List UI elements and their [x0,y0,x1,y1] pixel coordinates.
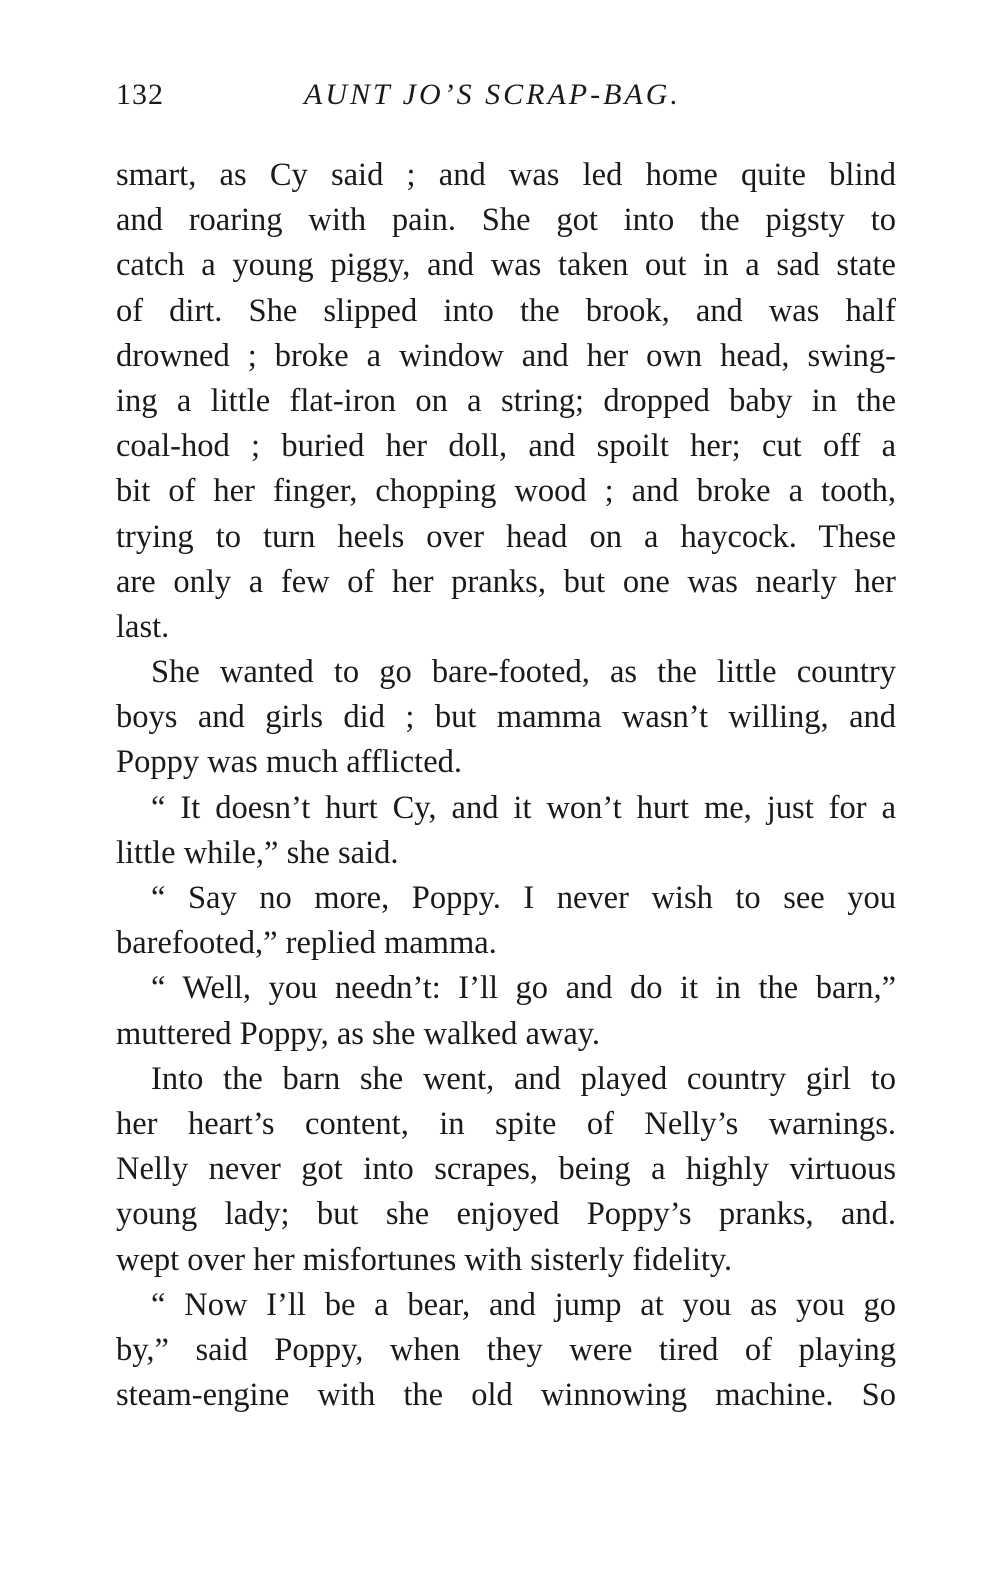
text-line: coal-hod ; buried her doll, and spoilt her; cut off a [116,428,896,465]
text-line: muttered Poppy, as she walked away. [116,1015,601,1052]
text-line: ing a little flat-iron on a string; dropped baby in the [116,382,896,419]
text-line: young lady; but she enjoyed Poppy’s pranks, and. [116,1196,896,1233]
text-line: of dirt. She slipped into the brook, and was half [116,292,896,329]
text-line: little while,” she said. [116,834,399,871]
text-line: drowned ; broke a window and her own head, swing- [116,337,896,374]
text-line: and roaring with pain. She got into the pigsty to [116,202,896,239]
text-line: boys and girls did ; but mamma wasn’t willing, and [116,699,896,736]
text-line: bit of her finger, chopping wood ; and broke a tooth, [116,473,896,510]
text-line: smart, as Cy said ; and was led home quite blind [116,157,896,193]
text-line: “ Now I’ll be a bear, and jump at you as you go [151,1286,896,1323]
page-number: 132 [116,78,164,111]
text-line: are only a few of her pranks, but one was nearly her [116,563,896,600]
text-line: last. [116,608,170,645]
text-line: “ Say no more, Poppy. I never wish to see you [151,880,896,916]
text-line: catch a young piggy, and was taken out in a sad state [116,247,896,284]
text-line: Into the barn she went, and played country girl to [151,1060,896,1097]
text-line: She wanted to go bare-footed, as the little country [151,654,896,691]
text-line: “ Well, you needn’t: I’ll go and do it in the barn,” [151,970,896,1007]
text-line: her heart’s content, in spite of Nelly’s warnings. [116,1105,896,1142]
text-line: steam-engine with the old winnowing machine. So [116,1377,896,1414]
text-line: “ It doesn’t hurt Cy, and it won’t hurt me, just for a [151,789,896,826]
text-line: by,” said Poppy, when they were tired of playing [116,1331,896,1368]
text-line: trying to turn heels over head on a haycock. These [116,518,896,555]
text-line: barefooted,” replied mamma. [116,925,497,962]
text-line: Nelly never got into scrapes, being a highly virtuous [116,1151,896,1188]
body-text [116,153,896,1418]
text-line: wept over her misfortunes with sisterly fidelity. [116,1241,733,1278]
page-header [116,78,896,122]
text-line: Poppy was much afflicted. [116,744,462,781]
running-title: AUNT JO’S SCRAP-BAG. [304,78,681,111]
